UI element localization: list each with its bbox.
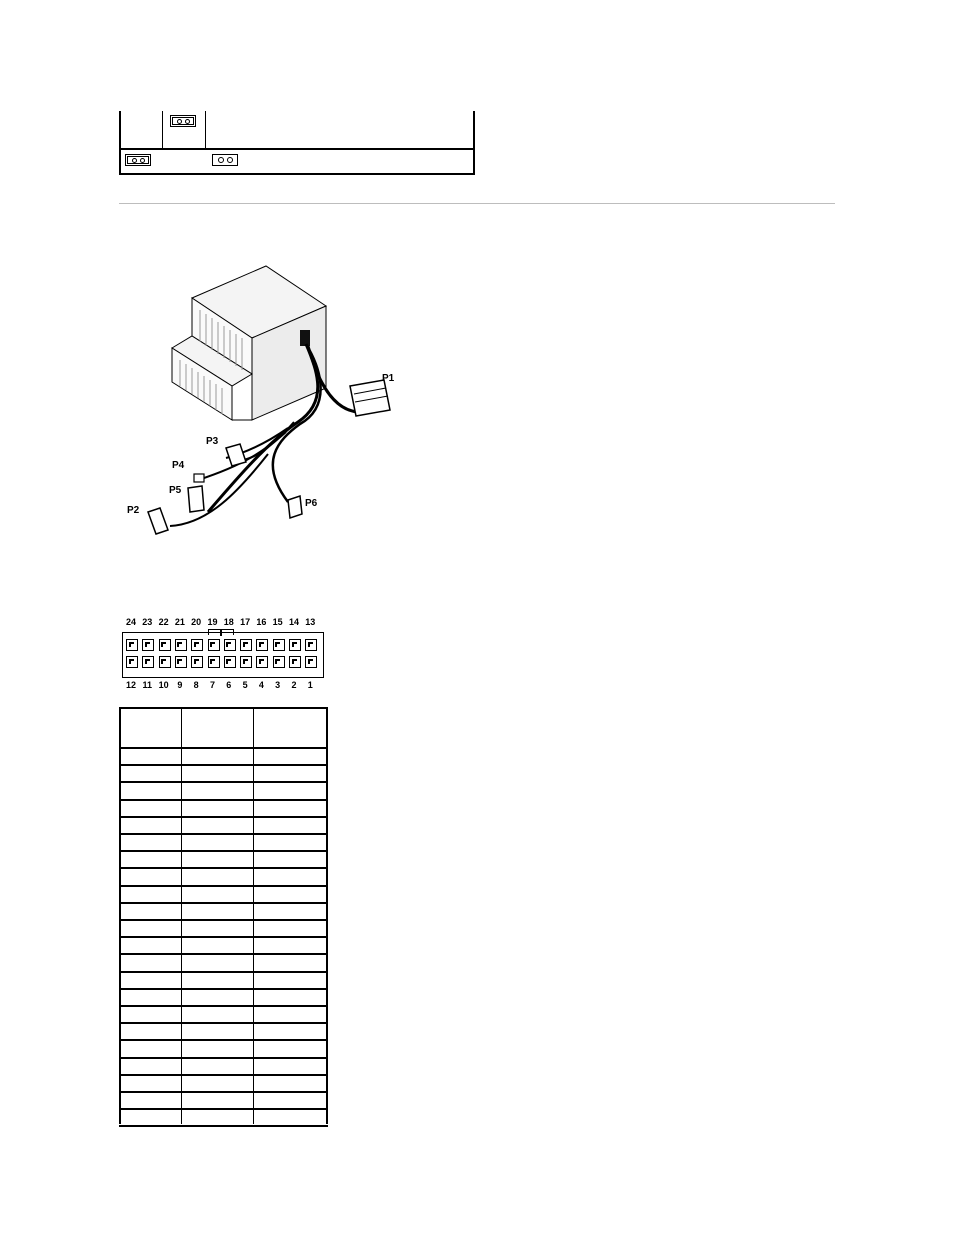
- table-row-rule: [119, 816, 328, 818]
- pin-number: 10: [158, 680, 169, 690]
- pin-number: 19: [207, 617, 218, 627]
- table-row-rule: [119, 953, 328, 955]
- pin-cell: [208, 656, 220, 668]
- table-row-rule: [119, 936, 328, 938]
- pin-number: 1: [307, 680, 313, 690]
- pin-cell: [273, 656, 285, 668]
- connector-label-p2: P2: [127, 505, 140, 516]
- pin-number: 3: [275, 680, 281, 690]
- pin-number: 18: [223, 617, 234, 627]
- pin-cell: [305, 639, 317, 651]
- pin-cell: [175, 639, 187, 651]
- pin-number: 17: [240, 617, 251, 627]
- pin-cell: [289, 639, 301, 651]
- pin-number: 12: [125, 680, 136, 690]
- pin-number: 4: [258, 680, 264, 690]
- pin-cell: [142, 639, 154, 651]
- connector-label-p3: P3: [206, 436, 219, 447]
- table-row-rule: [119, 988, 328, 990]
- section-divider: [119, 203, 835, 204]
- pin-number: 20: [191, 617, 202, 627]
- pin-number: 9: [177, 680, 183, 690]
- table-row-rule: [119, 971, 328, 973]
- jumper-installed-icon: [125, 154, 151, 166]
- pin-cell: [191, 656, 203, 668]
- connector-label-p1: P1: [382, 373, 395, 384]
- table-row-rule: [119, 1022, 328, 1024]
- pin-cell: [240, 639, 252, 651]
- pin-cell: [126, 639, 138, 651]
- table-row-rule: [119, 1108, 328, 1110]
- table-row-rule: [119, 919, 328, 921]
- pin-number: 21: [174, 617, 185, 627]
- pin-cell: [224, 639, 236, 651]
- table-row-rule: [119, 764, 328, 766]
- pin-cell: [175, 656, 187, 668]
- table-row-rule: [119, 1125, 328, 1127]
- pin-cell: [240, 656, 252, 668]
- pin-number: 5: [242, 680, 248, 690]
- pin-cell: [289, 656, 301, 668]
- pin-number: 7: [209, 680, 215, 690]
- pin-cell: [126, 656, 138, 668]
- table-row-rule: [119, 1057, 328, 1059]
- pin-cell: [256, 656, 268, 668]
- connector-label-p4: P4: [172, 460, 185, 471]
- pin-number: 6: [226, 680, 232, 690]
- pin-cell: [224, 656, 236, 668]
- connector-pin-diagram: [120, 618, 330, 693]
- pin-number: 24: [125, 617, 136, 627]
- pin-number: 11: [142, 680, 153, 690]
- pin-cell: [159, 639, 171, 651]
- pin-cell: [256, 639, 268, 651]
- table-row-rule: [119, 1005, 328, 1007]
- jumper-table: [119, 111, 475, 175]
- table-row-rule: [119, 902, 328, 904]
- table-row-rule: [119, 1074, 328, 1076]
- table-row-rule: [119, 799, 328, 801]
- table-row-rule: [119, 885, 328, 887]
- table-row-rule: [119, 781, 328, 783]
- pin-number: 14: [288, 617, 299, 627]
- connector-pin-grid: [122, 632, 324, 678]
- pin-assignment-table: [119, 707, 328, 1124]
- pin-cell: [142, 656, 154, 668]
- pin-number: 15: [272, 617, 283, 627]
- table-row-rule: [119, 747, 328, 749]
- jumper-installed-icon: [170, 115, 196, 127]
- table-row-rule: [119, 867, 328, 869]
- pin-cell: [191, 639, 203, 651]
- pin-number: 8: [193, 680, 199, 690]
- pin-cell: [208, 639, 220, 651]
- pin-number: 2: [291, 680, 297, 690]
- pin-number: 13: [305, 617, 316, 627]
- pin-cell: [159, 656, 171, 668]
- pin-cell: [273, 639, 285, 651]
- connector-label-p6: P6: [305, 498, 318, 509]
- pin-cell: [305, 656, 317, 668]
- connector-label-p5: P5: [169, 485, 182, 496]
- table-row-rule: [119, 850, 328, 852]
- table-row-rule: [119, 1091, 328, 1093]
- jumper-removed-icon: [212, 154, 238, 166]
- pin-number: 16: [256, 617, 267, 627]
- table-row-rule: [119, 1039, 328, 1041]
- pin-number: 22: [158, 617, 169, 627]
- table-row-rule: [119, 833, 328, 835]
- power-supply-drawing: [118, 262, 408, 544]
- pin-number: 23: [142, 617, 153, 627]
- power-supply-illustration: [118, 262, 408, 544]
